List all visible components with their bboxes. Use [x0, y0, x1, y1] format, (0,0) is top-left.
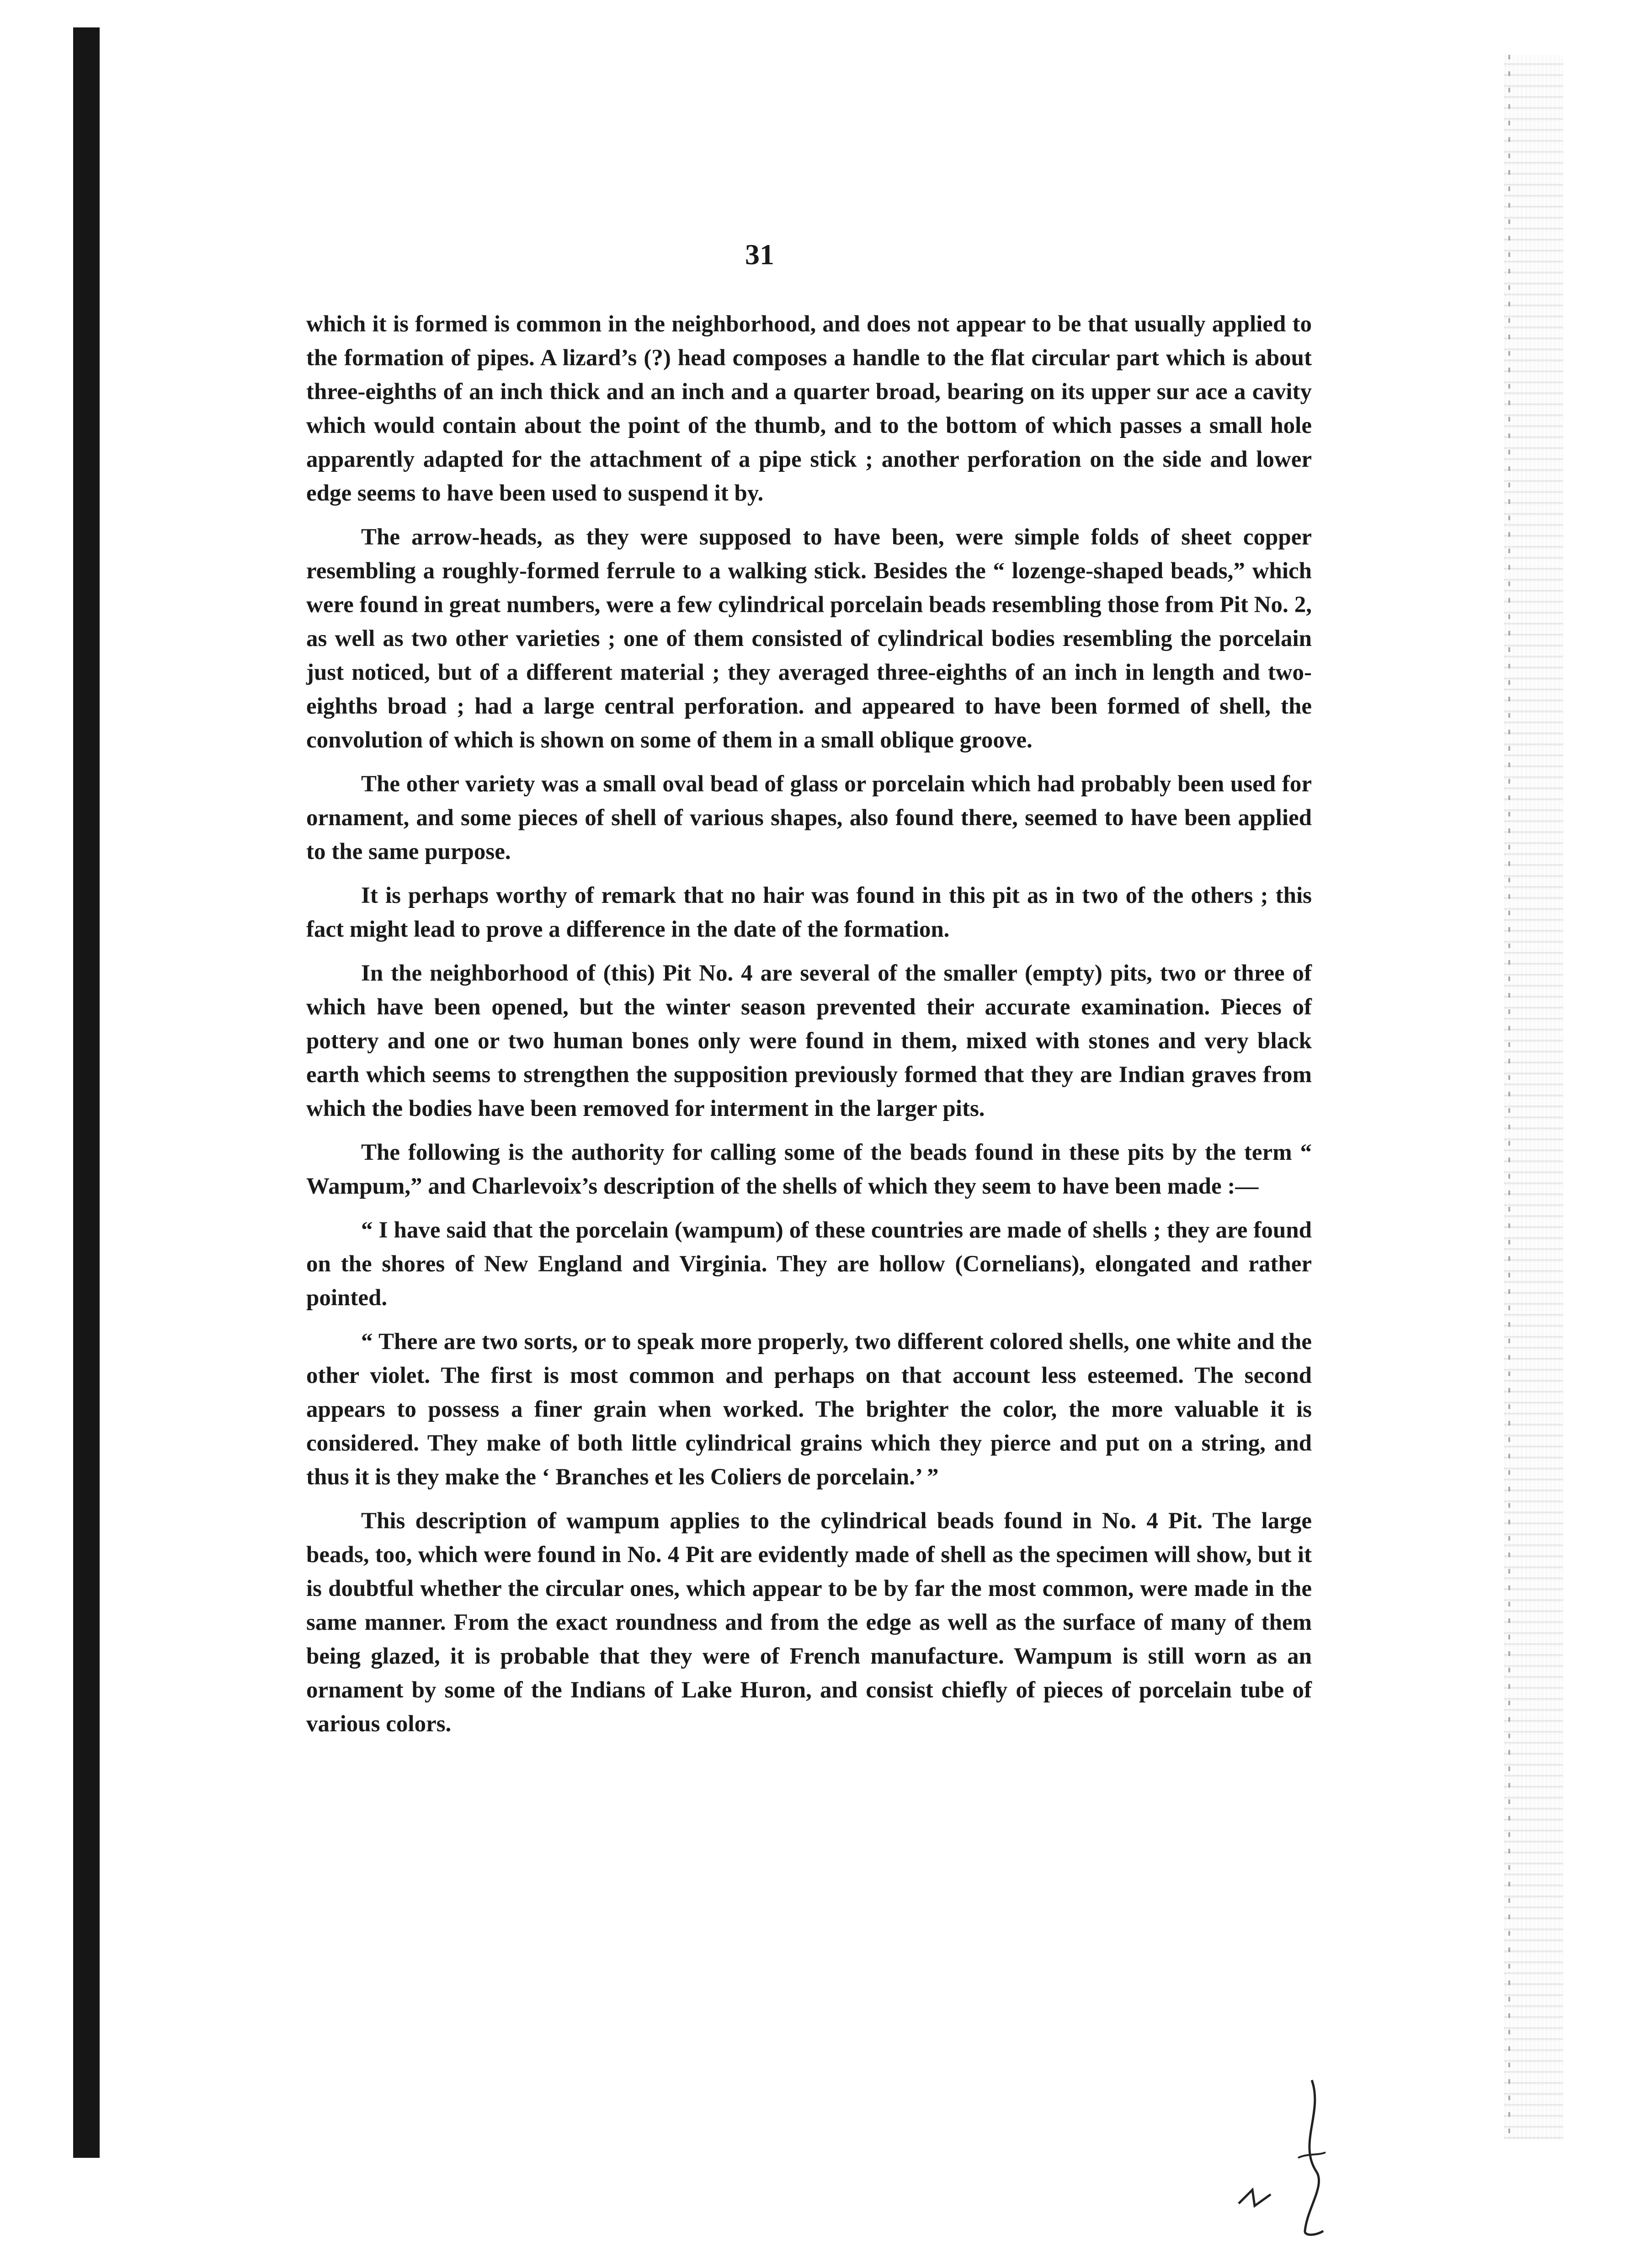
paragraph-5: In the neighborhood of (this) Pit No. 4 are several of the smaller (empty) pits, two or three of which have been opened, but the winter season prevented their accurate examination. Pieces of pottery and one or two human bones only were found in them, mixed with stones and very black earth which seems to strengthen the supposition previously formed that they are Indian graves from which the bodies have been removed for interment in the larger pits. — [306, 961, 1312, 1121]
page-edge-line — [1508, 55, 1510, 2140]
body-text — [306, 307, 1312, 1751]
page-number: 31 — [745, 238, 774, 271]
paragraph-1: which it is formed is common in the neighborhood, and does not appear to be that usually applied to the formation of pipes. A lizard’s (?) head composes a handle to the flat circular part which is about three-eighths of an inch thick and an inch and a quarter broad, bearing on its upper sur ace a cavity which would contain about the point of the thumb, and to the bottom of which passes a small hole apparently adapted for the attachment of a pipe stick ; another perforation on the side and lower edge seems to have been used to suspend it by. — [306, 311, 1312, 506]
quote-paragraph-2: “ There are two sorts, or to speak more properly, two different colored shells, one white and the other violet. The first is most common and perhaps on that account less esteemed. The second appears to possess a finer grain when worked. The brighter the color, the more valuable it is considered. They make of both little cylindrical grains which they pierce and put on a string, and thus it is they make the ‘ Branches et les Coliers de porcelain.’ ” — [306, 1329, 1312, 1490]
handwritten-mark — [1280, 2076, 1335, 2240]
paragraph-6: The following is the authority for calling some of the beads found in these pits by the term “ Wampum,” and Charlevoix’s description of the shells of which they seem to have been made :— — [306, 1140, 1312, 1199]
quote-paragraph-1: “ I have said that the porcelain (wampum) of these countries are made of shells ; they are found on the shores of New England and Virginia. They are hollow (Cornelians), elongated and rather pointed. — [306, 1217, 1312, 1311]
paragraph-3: The other variety was a small oval bead of glass or porcelain which had probably been used for ornament, and some pieces of shell of various shapes, also found there, seemed to have been applied to the same purpose. — [306, 771, 1312, 865]
page-edge-shadow — [1504, 55, 1563, 2140]
margin-tick-mark — [1234, 2185, 1275, 2213]
paragraph-2: The arrow-heads, as they were supposed to have been, were simple folds of sheet copper resembling a roughly-formed ferrule to a walking stick. Besides the “ lozenge-shaped beads,” which were found in great numbers, were a few cylindrical porcelain beads resembling those from Pit No. 2, as well as two other varieties ; one of them consisted of cylindrical bodies resembling the porcelain just noticed, but of a different material ; they averaged three-eighths of an inch in length and two-eighths broad ; had a large central perforation. and appeared to have been formed of shell, the convolution of which is shown on some of them in a small oblique groove. — [306, 524, 1312, 753]
binding-edge — [73, 27, 100, 2158]
paragraph-4: It is perhaps worthy of remark that no hair was found in this pit as in two of the others ; this fact might lead to prove a difference in the date of the formation. — [306, 883, 1312, 942]
paragraph-7: This description of wampum applies to the cylindrical beads found in No. 4 Pit. The large beads, too, which were found in No. 4 Pit are evidently made of shell as the specimen will show, but it is doubtful whether the circular ones, which appear to be by far the most common, were made in the same manner. From the exact roundness and from the edge as well as the surface of many of them being glazed, it is probable that they were of French manufacture. Wampum is still worn as an ornament by some of the Indians of Lake Huron, and consist chiefly of pieces of porcelain tube of various colors. — [306, 1508, 1312, 1737]
